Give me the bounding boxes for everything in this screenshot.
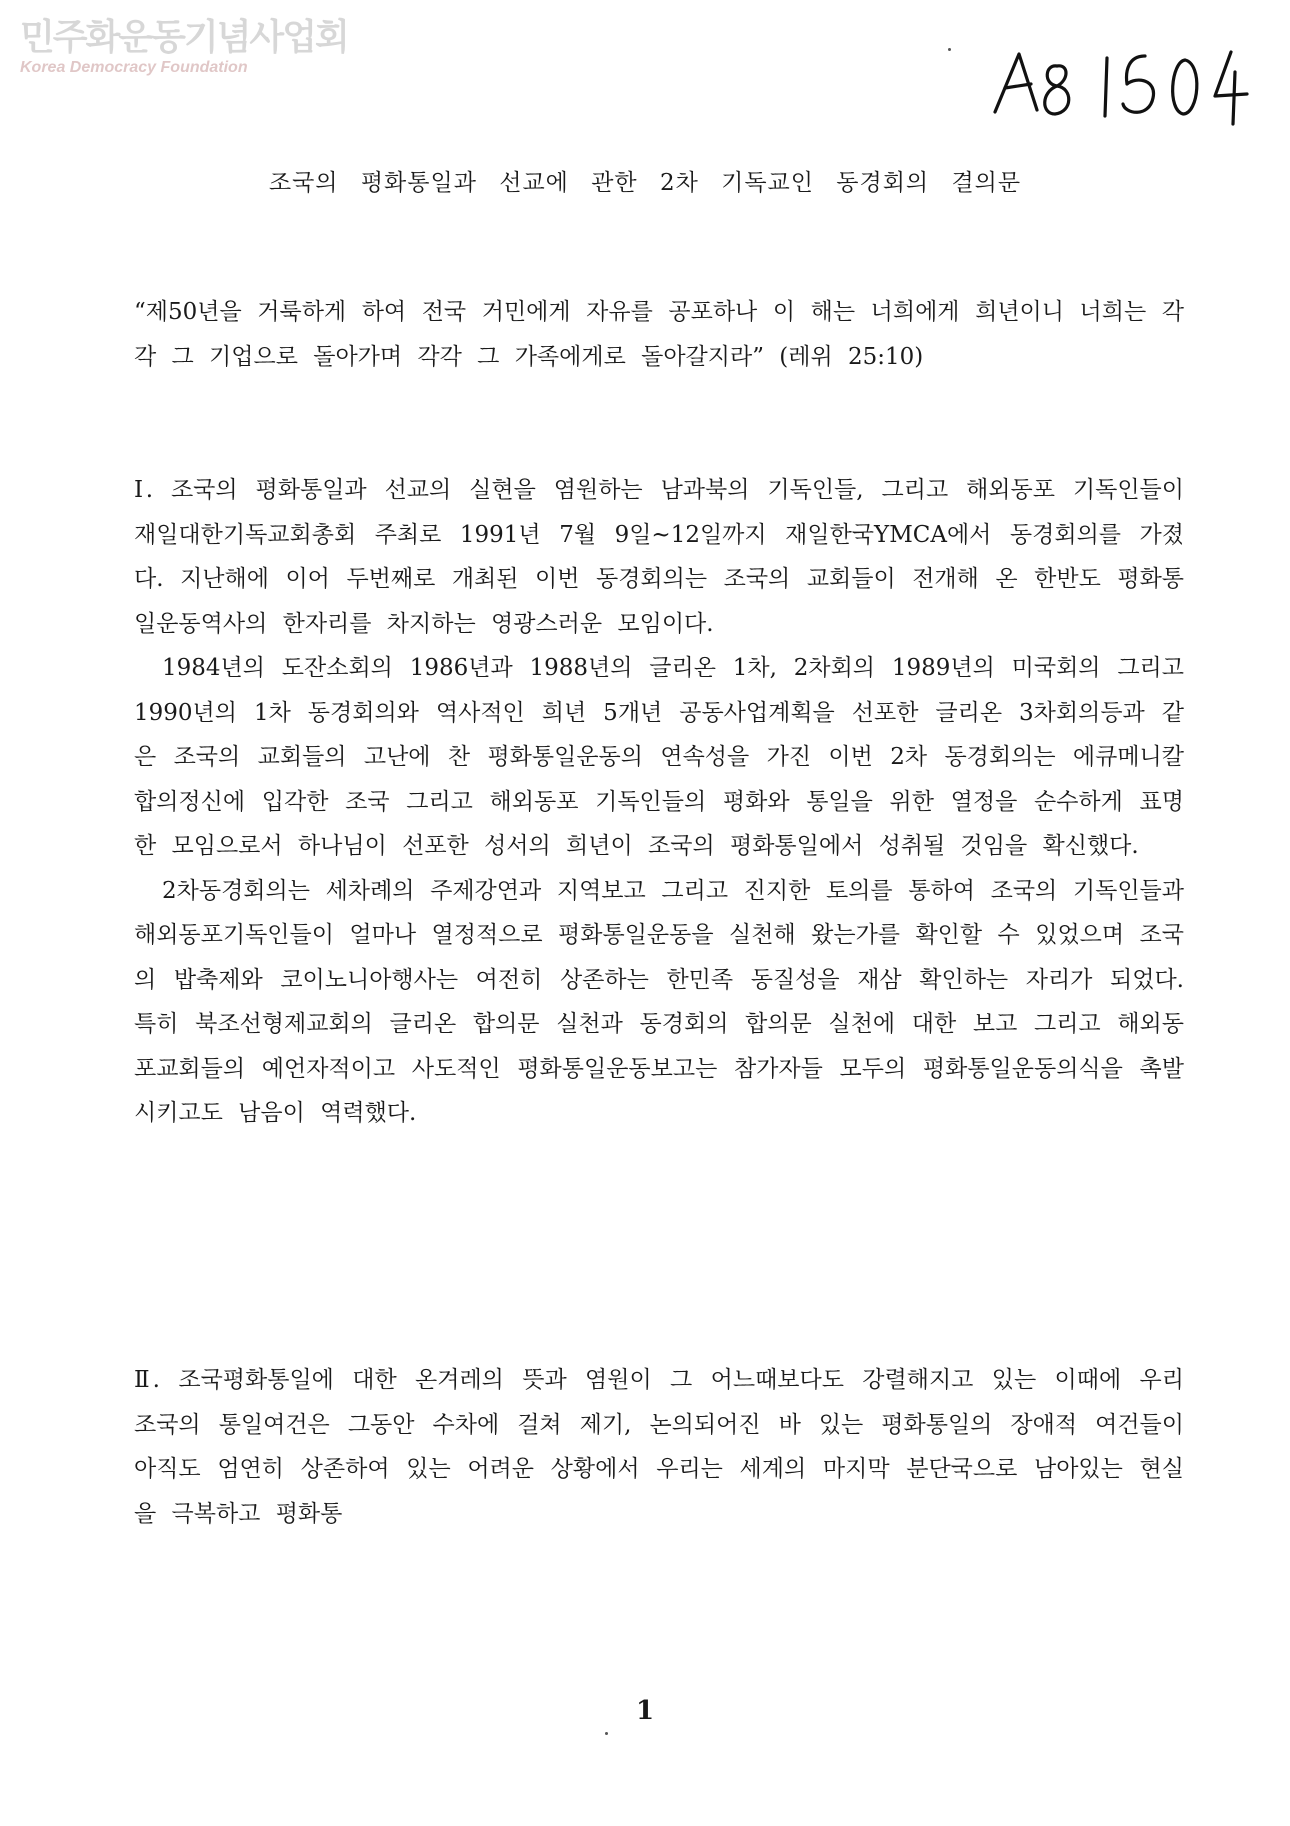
section-1-paragraph-3: 2차동경회의는 세차례의 주제강연과 지역보고 그리고 진지한 토의를 통하여 조국의 기독인들과 해외동포기독인들이 얼마나 열정적으로 평화통일운동을 실천해 왔는가를 확인할 수 있었으며 조국의 밥축제와 코이노니아행사는 여전히 상존하는 한민족 동질성을 재삼 확인하는 자리가 되었다. 특히 북조선형제교회의 글리온 합의문 실천과 동경회의 합의문 실천에 대한 보고 그리고 해외동포교회들의 예언자적이고 사도적인 평화통일운동보고는 참가자들 모두의 평화통일운동의식을 촉발시키고도 남음이 역력했다. bbox=[134, 877, 1184, 1126]
scan-speck bbox=[948, 48, 951, 51]
watermark-english: Korea Democracy Foundation bbox=[20, 59, 248, 76]
quote-text: “제50년을 거룩하게 하여 전국 거민에게 자유를 공포하나 이 해는 너희에게 희년이니 너희는 각각 그 기업으로 돌아가며 각각 그 가족에게로 돌아갈지라” (레위 25:10) bbox=[134, 299, 1184, 370]
section-2-paragraph-1: Ⅱ. 조국평화통일에 대한 온겨레의 뜻과 염원이 그 어느때보다도 강렬해지고 있는 이때에 우리 조국의 통일여건은 그동안 수차에 걸쳐 제기, 논의되어진 바 있는 평화통일의 장애적 여건들이 아직도 엄연히 상존하여 있는 어려운 상황에서 우리는 세계의 마지막 분단국으로 남아있는 현실을 극복하고 평화통 bbox=[134, 1367, 1184, 1527]
scan-speck bbox=[605, 1732, 608, 1735]
watermark-korean: 민주화운동기념사업회 bbox=[20, 17, 348, 58]
section-1-paragraph-2: 1984년의 도잔소회의 1986년과 1988년의 글리온 1차, 2차회의 1989년의 미국회의 그리고 1990년의 1차 동경회의와 역사적인 희년 5개년 공동사업계획을 선포한 글리온 3차회의등과 같은 조국의 교회들의 고난에 찬 평화통일운동의 연속성을 가진 이번 2차 동경회의는 에큐메니칼 합의정신에 입각한 조국 그리고 해외동포 기독인들의 평화와 통일을 위한 열정을 순수하게 표명한 모임으로서 하나님이 선포한 성서의 희년이 조국의 평화통일에서 성취될 것임을 확신했다. bbox=[134, 655, 1184, 859]
handwritten-note-text: A8 15047 bbox=[1120, 127, 1130, 129]
section-1 bbox=[134, 468, 1184, 1136]
document-title: 조국의 평화통일과 선교에 관한 2차 기독교인 동경회의 결의문 bbox=[268, 170, 1022, 196]
page-number: 1 bbox=[635, 1696, 655, 1726]
section-1-paragraph-1: Ⅰ. 조국의 평화통일과 선교의 실현을 염원하는 남과북의 기독인들, 그리고 해외동포 기독인들이 재일대한기독교회총회 주최로 1991년 7월 9일~12일까지 재일한국YMCA에서 동경회의를 가졌다. 지난해에 이어 두번째로 개최된 이번 동경회의는 조국의 교회들이 전개해 온 한반도 평화통일운동역사의 한자리를 차지하는 영광스러운 모임이다. bbox=[134, 477, 1184, 637]
scripture-quote bbox=[134, 290, 1184, 379]
foundation-watermark bbox=[20, 18, 348, 78]
section-2 bbox=[134, 1358, 1184, 1536]
handwritten-archive-number bbox=[985, 40, 1255, 130]
